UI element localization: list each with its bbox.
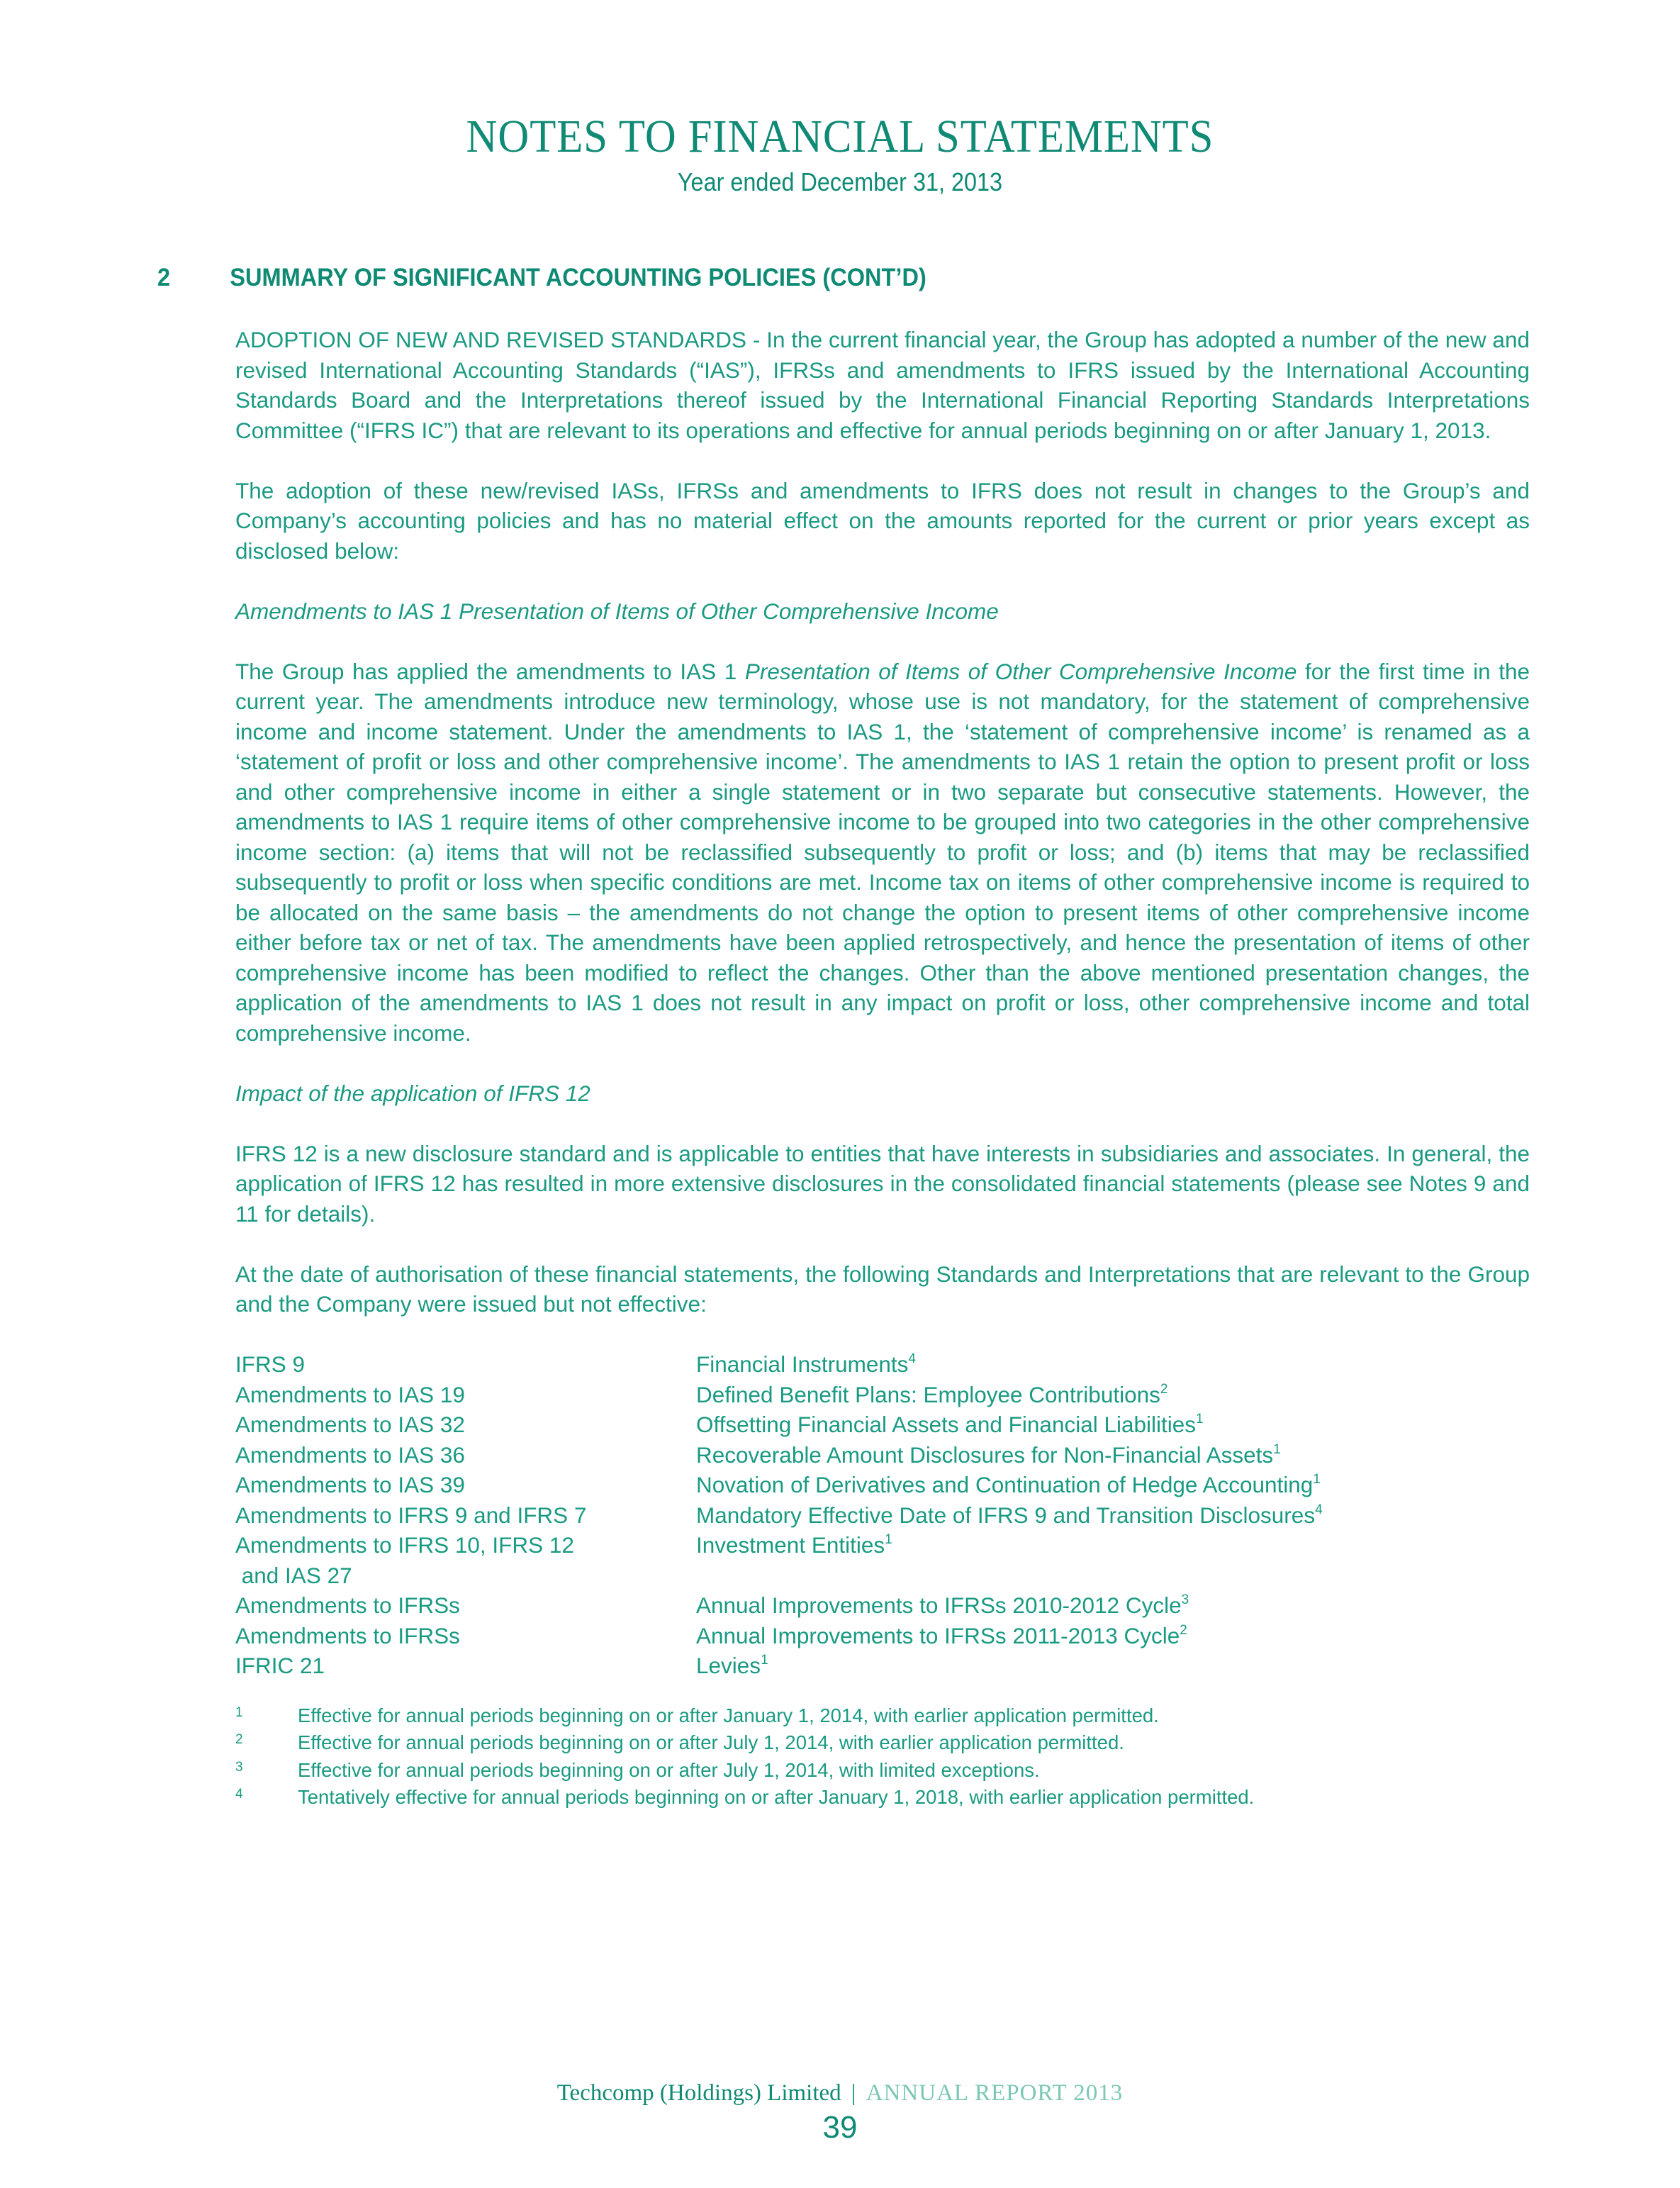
table-row xyxy=(235,1470,1530,1500)
table-row xyxy=(235,1530,1530,1590)
section-title: SUMMARY OF SIGNIFICANT ACCOUNTING POLICIES (CONT’D) xyxy=(230,264,926,291)
standard-code: Amendments to IFRS 9 and IFRS 7 xyxy=(235,1502,587,1528)
footnote-ref: 4 xyxy=(908,1351,916,1366)
company-name: Techcomp (Holdings) Limited xyxy=(556,2080,841,2106)
footnote-ref: 1 xyxy=(1196,1412,1204,1427)
paragraph-adoption-effect: The adoption of these new/revised IASs, IFRSs and amendments to IFRS does not result in changes to the Group’s and Company’s accounting policies and has no material effect on the amounts reported for the current or prior years except as disclosed below: xyxy=(235,477,1530,564)
standard-code: Amendments to IAS 19 xyxy=(235,1381,465,1407)
standard-code: Amendments to IAS 32 xyxy=(235,1412,465,1437)
standard-description: Recoverable Amount Disclosures for Non-Financial Assets$^1$ xyxy=(696,1441,1281,1468)
footnotes xyxy=(235,1702,1530,1812)
footnote xyxy=(235,1729,1530,1757)
footnote-ref: 3 xyxy=(1181,1592,1189,1607)
paragraph-ias1 xyxy=(235,657,1530,1049)
paragraph-ias1-italic: Presentation of Items of Other Comprehensive Income xyxy=(744,658,1297,684)
page-subtitle: Year ended December 31, 2013 xyxy=(677,167,1003,196)
table-row xyxy=(235,1440,1530,1470)
footnote-mark: 2 xyxy=(235,1732,243,1747)
footnote-mark: 4 xyxy=(235,1787,243,1802)
table-row xyxy=(235,1380,1530,1410)
page-footer xyxy=(0,2080,1680,2106)
paragraph-not-effective: At the date of authorisation of these financial statements, the following Standards and Interpretations that are relevant to the Group and the Company were issued but not effective: xyxy=(235,1261,1530,1317)
footer-separator: | xyxy=(851,2080,856,2106)
footnote-text: Effective for annual periods beginning on or after January 1, 2014, with earlier application permitted. xyxy=(298,1704,1159,1726)
standard-description: Novation of Derivatives and Continuation of Hedge Accounting$^1$ xyxy=(696,1472,1321,1497)
table-row xyxy=(235,1621,1530,1651)
standard-code: Amendments to IFRSs xyxy=(235,1622,460,1648)
standards-table xyxy=(235,1349,1530,1681)
footnote-ref: 2 xyxy=(1160,1381,1168,1397)
standard-code: Amendments to IAS 39 xyxy=(235,1472,465,1497)
footnote xyxy=(235,1784,1530,1812)
paragraph-ias1-start: The Group has applied the amendments to IAS 1 xyxy=(235,658,745,684)
standard-description: Defined Benefit Plans: Employee Contributions$^2$ xyxy=(696,1381,1168,1407)
footnote-ref: 1 xyxy=(1273,1441,1281,1457)
document-body xyxy=(235,325,1530,1812)
subheading-ifrs12: Impact of the application of IFRS 12 xyxy=(235,1080,590,1106)
standard-code: Amendments to IFRSs xyxy=(235,1592,460,1618)
standard-code: Amendments to IFRS 10, IFRS 12 and IAS 27 xyxy=(235,1532,574,1588)
page-number: 39 xyxy=(822,2110,858,2145)
report-name: ANNUAL REPORT 2013 xyxy=(866,2080,1124,2106)
standard-description: Investment Entities$^1$ xyxy=(696,1532,892,1558)
footnote-mark: 3 xyxy=(235,1759,243,1775)
footnote-ref: 4 xyxy=(1315,1502,1323,1517)
paragraph-ias1-rest: for the first time in the current year. The amendments introduce new terminology, whose use is not mandatory, for the statement of comprehensive income and income statement. Under the amendments to IAS 1, the ‘statement of comprehensive income’ is renamed as a ‘statement of profit or loss and other comprehensive income’. The amendments to IAS 1 retain the option to present profit or loss and other comprehensive income in either a single statement or in two separate but consecutive statements. However, the amendments to IAS 1 require items of other comprehensive income to be grouped into two categories in the other comprehensive income section: (a) items that will not be reclassified subsequently to profit or loss; and (b) items that may be reclassified subsequently to profit or loss when specific conditions are met. Income tax on items of other comprehensive income is required to be allocated on the same basis – the amendments do not change the option to present items of other comprehensive income either before tax or net of tax. The amendments have been applied retrospectively, and hence the presentation of items of other comprehensive income has been modified to reflect the changes. Other than the above mentioned presentation changes, the application of the amendments to IAS 1 does not result in any impact on profit or loss, other comprehensive income and total comprehensive income. xyxy=(235,658,1530,1046)
table-row xyxy=(235,1500,1530,1531)
section-number: 2 xyxy=(157,264,171,291)
footnote-ref: 2 xyxy=(1180,1622,1187,1638)
standard-code: IFRS 9 xyxy=(235,1351,306,1377)
standard-description: Financial Instruments$^4$ xyxy=(696,1351,916,1377)
footnote-ref: 1 xyxy=(885,1532,892,1547)
footnote xyxy=(235,1757,1530,1785)
subheading-ias1: Amendments to IAS 1 Presentation of Items of Other Comprehensive Income xyxy=(235,598,999,624)
footnote-ref: 1 xyxy=(761,1653,768,1668)
footnote-text: Effective for annual periods beginning on or after July 1, 2014, with earlier application permitted. xyxy=(298,1731,1124,1753)
table-row xyxy=(235,1590,1530,1621)
page-title: NOTES TO FINANCIAL STATEMENTS xyxy=(466,111,1214,162)
footnote xyxy=(235,1702,1530,1730)
paragraph-adoption: ADOPTION OF NEW AND REVISED STANDARDS - In the current financial year, the Group has adopted a number of the new and revised International Accounting Standards (“IAS”), IFRSs and amendments to IFRS issued by the International Accounting Standards Board and the Interpretations thereof issued by the International Financial Reporting Standards Interpretations Committee (“IFRS IC”) that are relevant to its operations and effective for annual periods beginning on or after January 1, 2013. xyxy=(235,327,1530,443)
table-row xyxy=(235,1410,1530,1440)
footnote-ref: 1 xyxy=(1313,1472,1321,1487)
footnote-mark: 1 xyxy=(235,1704,243,1720)
standard-description: Annual Improvements to IFRSs 2010-2012 Cycle$^3$ xyxy=(696,1592,1189,1618)
standard-description: Levies$^1$ xyxy=(696,1653,768,1678)
standard-code: IFRIC 21 xyxy=(235,1653,325,1678)
table-row xyxy=(235,1651,1530,1681)
section-heading xyxy=(157,264,926,292)
footnote-text: Tentatively effective for annual periods beginning on or after January 1, 2018, with earlier application permitted. xyxy=(298,1786,1255,1808)
standard-description: Offsetting Financial Assets and Financial Liabilities$^1$ xyxy=(696,1412,1204,1437)
footnote-text: Effective for annual periods beginning on or after July 1, 2014, with limited exceptions. xyxy=(298,1758,1040,1781)
standard-description: Mandatory Effective Date of IFRS 9 and Transition Disclosures$^4$ xyxy=(696,1502,1323,1528)
standard-code: Amendments to IAS 36 xyxy=(235,1441,465,1468)
table-row xyxy=(235,1349,1530,1380)
standard-description: Annual Improvements to IFRSs 2011-2013 Cycle$^2$ xyxy=(696,1622,1187,1648)
paragraph-ifrs12: IFRS 12 is a new disclosure standard and is applicable to entities that have interests in subsidiaries and associates. In general, the application of IFRS 12 has resulted in more extensive disclosures in the consolidated financial statements (please see Notes 9 and 11 for details). xyxy=(235,1140,1530,1227)
